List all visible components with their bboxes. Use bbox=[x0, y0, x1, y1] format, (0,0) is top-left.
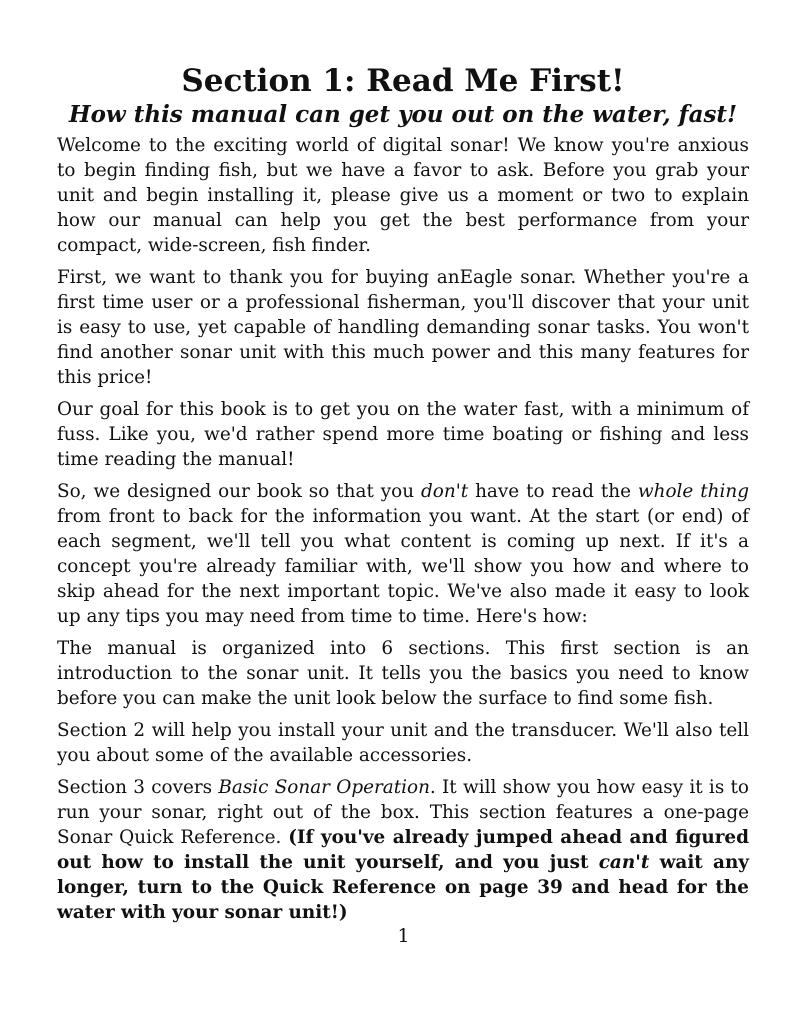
paragraph-section-3 bbox=[57, 775, 749, 925]
paragraph-section-2: Section 2 will help you install your unit and the transducer. We'll also tell you about some of the available accessories. bbox=[57, 720, 749, 766]
paragraph-goal: Our goal for this book is to get you on the water fast, with a minimum of fuss. Like you, we'd rather spend more time boating or fishing and less time reading the manual! bbox=[57, 399, 749, 470]
section-subtitle: How this manual can get you out on the water, fast! bbox=[68, 101, 738, 128]
section3-emphasis-cant: can't bbox=[598, 852, 650, 873]
design-text-1: So, we designed our book so that you bbox=[57, 481, 422, 502]
design-emphasis-dont: don't bbox=[421, 481, 469, 502]
design-text-3: from front to back for the information you want. At the start (or end) of each segment, we'll tell you what content is coming up next. If it's a concept you're already familiar with, we'll show you how and where to skip ahead for the next important topic. We've also made it easy to look up any tips you may need from time to time. Here's how: bbox=[57, 506, 749, 627]
paragraph-welcome: Welcome to the exciting world of digital sonar! We know you're anxious to begin finding fish, but we have a favor to ask. Before you grab your unit and begin installing it, please give us a moment or two to explain how our manual can help you get the best performance from your compact, wide-screen, fish finder. bbox=[57, 135, 749, 256]
section3-bold-text-2: wait any longer, turn to the Quick Reference on page 39 and head for the water with your sonar unit!) bbox=[57, 852, 749, 923]
design-text-2: have to read the bbox=[468, 481, 638, 502]
paragraph-thanks: First, we want to thank you for buying anEagle sonar. Whether you're a first time user or a professional fisherman, you'll discover that your unit is easy to use, yet capable of handling demanding sonar tasks. You won't find another sonar unit with this much power and this many features for this price! bbox=[57, 267, 749, 388]
manual-page bbox=[57, 63, 749, 925]
paragraph-design bbox=[57, 479, 749, 629]
paragraph-organization: The manual is organized into 6 sections. This first section is an introduction to the sonar unit. It tells you the basics you need to know before you can make the unit look below the surface to find some fish. bbox=[57, 638, 749, 709]
design-emphasis-whole-thing: whole thing bbox=[637, 481, 749, 502]
section3-text-1: Section 3 covers bbox=[57, 777, 219, 798]
section3-emphasis-basic-sonar: Basic Sonar Operation bbox=[218, 777, 430, 798]
section3-text-2: . It will show you how easy it is to run your sonar, right out of the box. This section features a one-page Sonar Quick Reference. bbox=[57, 777, 749, 848]
section-title: Section 1: Read Me First! bbox=[181, 63, 625, 99]
section3-bold-text-1: (If you've already jumped ahead and figured out how to install the unit yourself, and you just bbox=[57, 827, 749, 873]
page-number: 1 bbox=[397, 925, 410, 947]
